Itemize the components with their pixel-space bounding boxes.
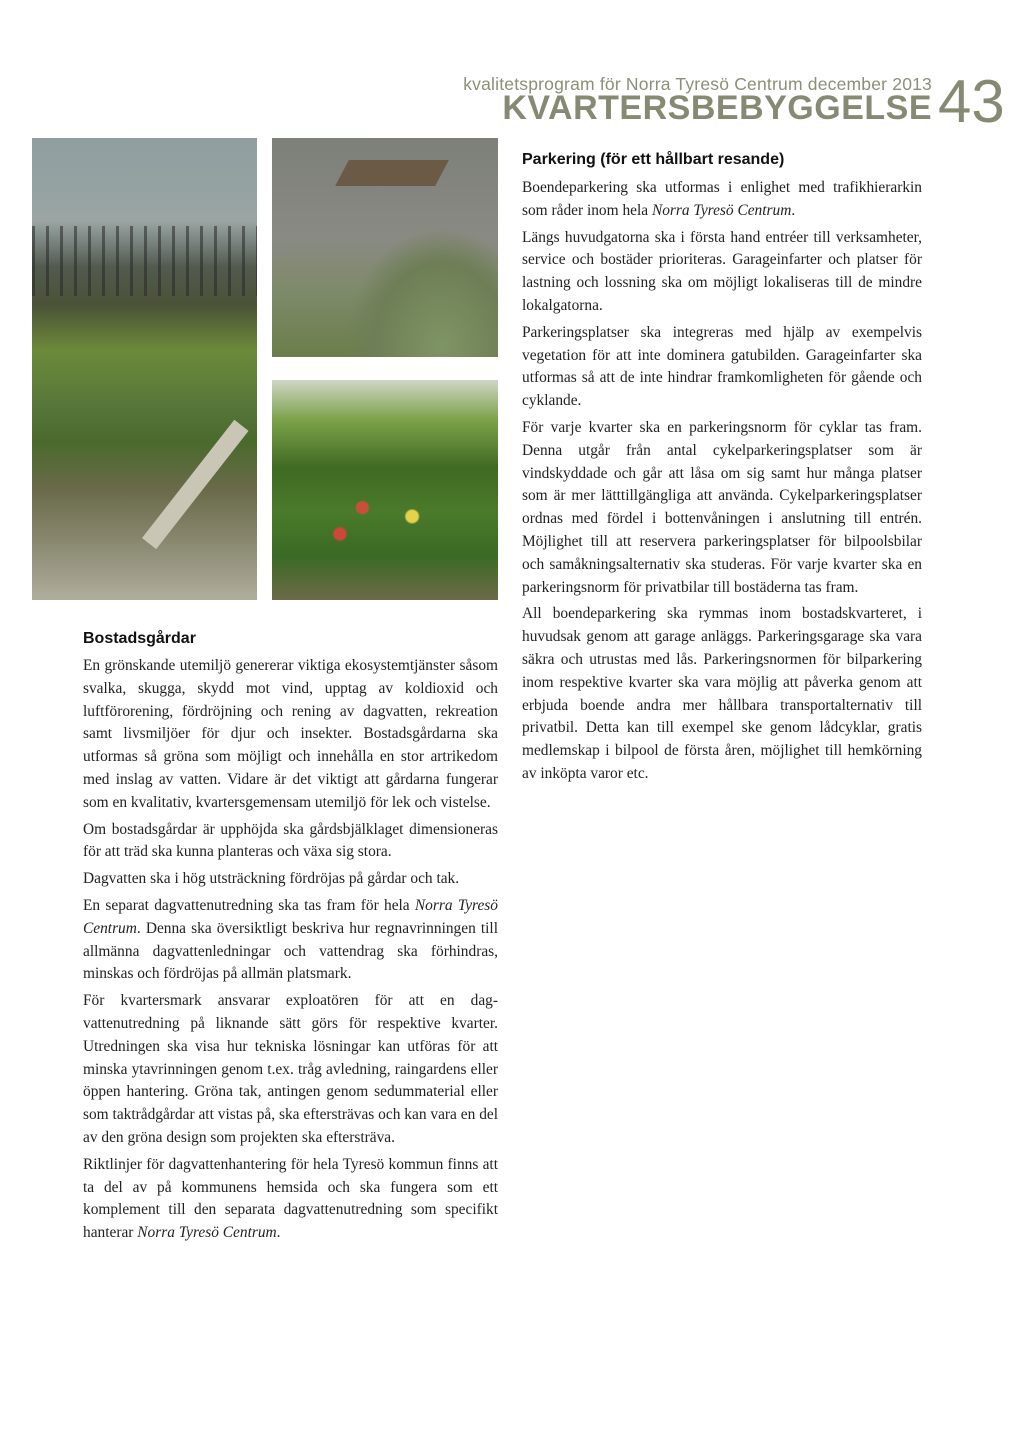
paragraph: För varje kvarter ska en parkeringsnorm för cyklar tas fram. Denna utgår från antal cykelparkeringsplatser som är vindskyddade och går att låsa om sig samt hur många platser som är mer lätttillgängliga att använda. Cykelparkeringsplatser ordnas med fördel i bottenvåningen i anslutning till entrén. Möjlighet till att reservera parkeringsplatser för bilpoolsbilar och samåkningsalternativ ska studeras. För varje kvarter ska en parkeringsnorm för privatbilar till bostäderna tas fram. — [522, 418, 922, 596]
paragraph: Längs huvudgatorna ska i första hand entréer till verksamheter, service och bostäder prioriteras. Garageinfarter och platser för lastning och lossning ska om möjligt lokaliseras till de mindre lokalgatorna. — [522, 228, 922, 314]
paragraph: För kvartersmark ansvarar exploatören för att en dagvattenutredning på liknande sätt görs för respektive kvarter. Utredningen ska visa hur tekniska lösningar kan utföras för att minska ytavrinningen genom t.ex. tråg avledning, raingardens eller öppen hantering. Gröna tak, antingen genom sedummaterial eller som taktrådgårdar att vistas på, ska eftersträvas och kan vara en del av den gröna design som projekten ska eftersträva. — [83, 992, 498, 1146]
place-name: Norra Tyresö Centrum — [137, 1224, 277, 1242]
place-name: Norra Tyresö Centrum — [83, 896, 498, 937]
heading-bostadsgardar: Bostadsgårdar — [83, 630, 196, 647]
paragraph — [83, 1154, 498, 1245]
stone-edge-graphic — [142, 420, 249, 549]
section-title: KVARTERSBEBYGGELSE — [502, 89, 932, 127]
paragraph: Parkeringsplatser ska integreras med hjälp av exempelvis vegetation för att inte dominera gatubilden. Garageinfarter ska utformas så att de inte hindrar framkomligheten för gående och cyklande. — [522, 323, 922, 410]
text-run: . — [276, 1224, 281, 1242]
text-run: En separat dagvattenutredning ska tas fram för hela — [83, 896, 415, 914]
text-run: . Denna ska översiktligt beskriva hur regnavrinningen till allmänna dagvattenledningar och vattendrag ska förhindras, minskas och fördröjas på allmän platsmark. — [83, 919, 498, 983]
running-header: kvalitetsprogram för Norra Tyresö Centrum december 2013 — [463, 74, 932, 94]
place-name: Norra Tyresö Centrum — [651, 201, 792, 219]
photo-bench-and-pond — [272, 138, 498, 357]
bicycle-rack-graphic — [32, 226, 257, 296]
right-column-text — [522, 177, 922, 790]
paragraph — [522, 177, 922, 223]
text-run: . — [791, 201, 796, 219]
photo-bicycles-and-water-garden — [32, 138, 257, 600]
paragraph: Dagvatten ska i hög utsträckning fördröjas på gårdar och tak. — [83, 870, 460, 888]
photo-flower-garden — [272, 380, 498, 600]
text-run: Riktlinjer för dagvattenhantering för hela Tyresö kommun finns att ta del av på kommunens hemsida och ska fungera som ett komplement till den separata dagvattenutredning som specifikt hanterar — [83, 1155, 498, 1242]
paragraph: En grönskande utemiljö genererar viktiga ekosystemtjänster såsom svalka, skugga, skydd mot vind, upptag av koldioxid och luftförorening, fördröjning och rening av dagvatten, rekreation samt livsmiljöer för djur och insekter. Bostadsgårdarna ska utformas så gröna som möjligt och innehålla en stor artrikedom med inslag av vatten. Vidare är det viktigt att gårdarna fungerar som en kvalitativ, kvartersgemensam utemiljö för lek och vistelse. — [83, 657, 498, 811]
heading-parkering: Parkering (för ett hållbart resande) — [522, 151, 785, 168]
page-number: 43 — [938, 68, 1005, 135]
paragraph — [83, 895, 498, 986]
left-column-text — [83, 655, 498, 1249]
bench-graphic — [335, 160, 449, 186]
text-run: Boendeparkering ska utformas i enlighet med trafikhierarkin som råder inom hela — [522, 179, 922, 219]
paragraph: Om bostadsgårdar är upphöjda ska gårdsbjälklaget dimensioneras för att träd ska kunna planteras och växa sig stora. — [83, 820, 498, 861]
paragraph: All boendeparkering ska rymmas inom bostadskvarteret, i huvudsak genom att garage anläggs. Parkeringsgarage ska vara säkra och utrustas med lås. Parkeringsnormen för bilparkering inom respektive kvarter ska vara möjlig att påverka genom att erbjuda boende andra mer hållbara transportalternativ till privatbil. Detta kan till exempel ske genom lådcyklar, gratis medlemskap i bilpool de första åren, möjlighet till hemkörning av inköpta varor etc. — [522, 605, 922, 782]
